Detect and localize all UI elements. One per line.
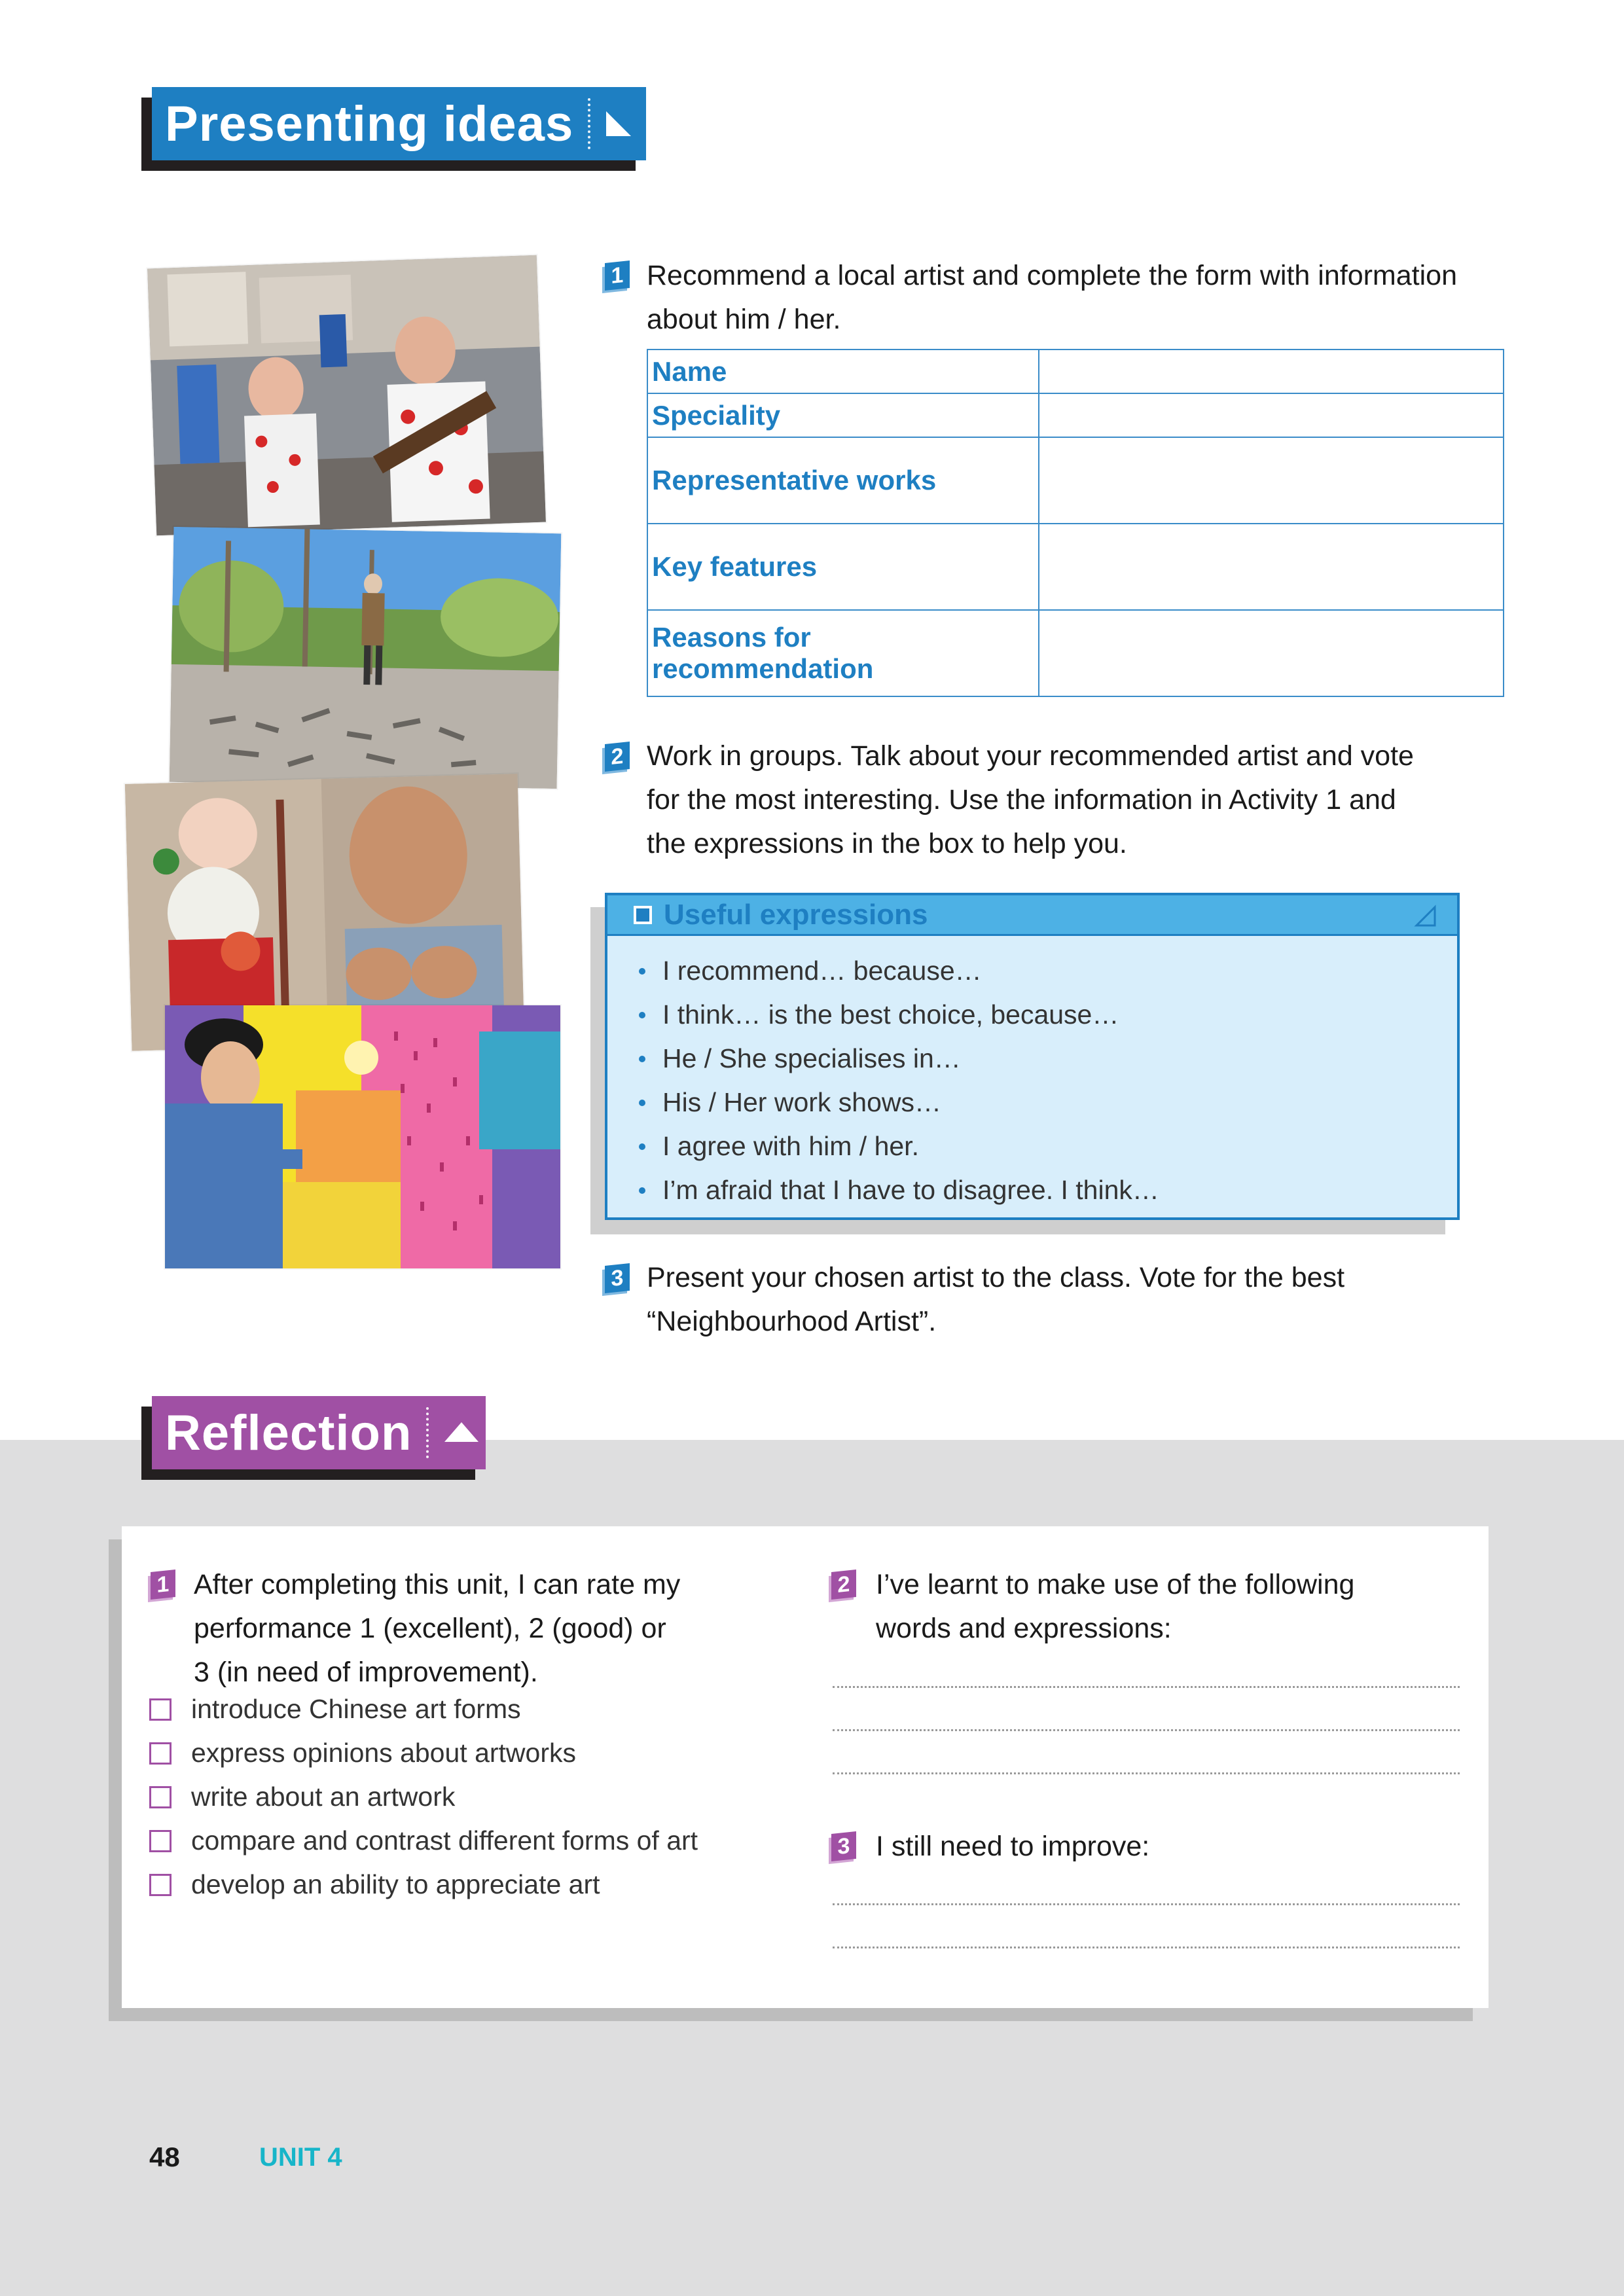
list-item: He / She specialises in… <box>639 1037 1457 1081</box>
rating-checkbox[interactable] <box>149 1786 171 1808</box>
rating-checkbox[interactable] <box>149 1874 171 1896</box>
writing-line[interactable] <box>833 1686 1460 1688</box>
reflection-number-badge: 1 <box>148 1571 175 1600</box>
form-row <box>647 437 1504 524</box>
triangle-up-icon <box>442 1420 481 1446</box>
writing-line[interactable] <box>833 1729 1460 1731</box>
writing-line[interactable] <box>833 1772 1460 1774</box>
form-row <box>647 524 1504 610</box>
reflection-2-prompt: I’ve learnt to make use of the following words and expressions: <box>876 1569 1355 1644</box>
rating-checkbox[interactable] <box>149 1698 171 1721</box>
activity-number-badge: 3 <box>602 1265 630 1293</box>
list-item: I recommend… because… <box>639 949 1457 993</box>
useful-expressions-header <box>607 895 1457 936</box>
list-item: I’m afraid that I have to disagree. I think… <box>639 1168 1457 1212</box>
corner-triangle-icon <box>604 109 634 139</box>
form-row <box>647 393 1504 437</box>
self-rating-item: write about an artwork <box>149 1782 455 1812</box>
form-label: Key features <box>647 524 1039 610</box>
page-number: 48 <box>149 2142 180 2172</box>
form-row <box>647 610 1504 696</box>
list-item: I agree with him / her. <box>639 1124 1457 1168</box>
form-input-cell[interactable] <box>1039 437 1504 524</box>
form-label: Speciality <box>647 393 1039 437</box>
artist-recommendation-form <box>647 349 1504 697</box>
activity-2-instructions: Work in groups. Talk about your recommended artist and vote for the most interesting. Use the information in Activity 1 and the expressions in the box to help you. <box>647 740 1414 859</box>
reflection-number-badge: 3 <box>829 1833 856 1861</box>
activity-3-instructions: Present your chosen artist to the class. Vote for the best “Neighbourhood Artist”. <box>647 1262 1345 1337</box>
presenting-ideas-heading <box>152 87 646 160</box>
list-item: I think… is the best choice, because… <box>639 993 1457 1037</box>
presenting-ideas-title: Presenting ideas <box>165 96 574 152</box>
form-row <box>647 350 1504 393</box>
form-input-cell[interactable] <box>1039 524 1504 610</box>
reflection-1-prompt: After completing this unit, I can rate my performance 1 (excellent), 2 (good) or 3 (in need of improvement). <box>194 1569 681 1688</box>
unit-label: UNIT 4 <box>259 2143 342 2172</box>
square-bullet-icon <box>634 906 652 924</box>
list-item: His / Her work shows… <box>639 1081 1457 1124</box>
reflection-number-badge: 2 <box>829 1571 856 1600</box>
reflection-3-prompt: I still need to improve: <box>876 1831 1150 1862</box>
self-rating-item: compare and contrast different forms of art <box>149 1825 698 1856</box>
self-rating-item: introduce Chinese art forms <box>149 1694 521 1725</box>
form-label: Representative works <box>647 437 1039 524</box>
reflection-heading <box>152 1396 486 1469</box>
expressions-list <box>607 936 1457 1212</box>
reflection-title: Reflection <box>165 1405 412 1461</box>
form-label: Reasons for recommendation <box>647 610 1039 696</box>
photo-mural-painter <box>165 1005 560 1268</box>
form-input-cell[interactable] <box>1039 610 1504 696</box>
corner-triangle-icon <box>1414 905 1437 928</box>
photo-water-calligraphy <box>170 527 562 789</box>
writing-line[interactable] <box>833 1946 1460 1948</box>
self-rating-item: express opinions about artworks <box>149 1738 576 1768</box>
rating-checkbox[interactable] <box>149 1830 171 1852</box>
form-input-cell[interactable] <box>1039 393 1504 437</box>
activity-1-instructions: Recommend a local artist and complete the form with information about him / her. <box>647 260 1457 335</box>
writing-line[interactable] <box>833 1903 1460 1905</box>
useful-expressions-box <box>605 893 1460 1220</box>
photo-street-musicians <box>147 255 546 536</box>
activity-number-badge: 1 <box>602 262 630 291</box>
form-label: Name <box>647 350 1039 393</box>
useful-expressions-title: Useful expressions <box>664 898 928 931</box>
activity-number-badge: 2 <box>602 743 630 772</box>
self-rating-item: develop an ability to appreciate art <box>149 1869 600 1900</box>
rating-checkbox[interactable] <box>149 1742 171 1765</box>
form-input-cell[interactable] <box>1039 350 1504 393</box>
